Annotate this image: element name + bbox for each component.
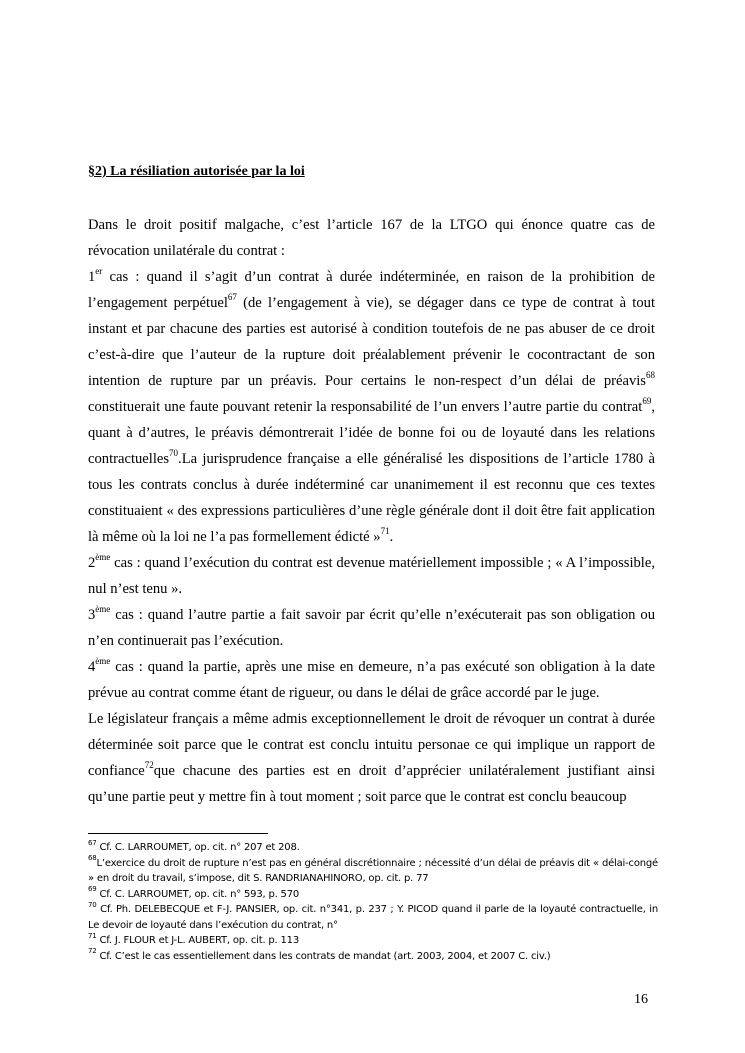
footnote-72 bbox=[88, 949, 658, 965]
section-heading: §2) La résiliation autorisée par la loi bbox=[88, 164, 305, 179]
case-text: . bbox=[389, 529, 394, 545]
case-text: .La jurisprudence française a elle généralisé les dispositions de l’article 1780 à tous les contrats conclus à durée indéterminé car unanimement il est reconnu que ces textes constituaient « des expressions particulières d’une règle générale dont il doit être fait application là même où la loi ne l’a pas formellement édicté » bbox=[88, 451, 655, 545]
paragraph-case-2 bbox=[88, 550, 655, 602]
footnote-69 bbox=[88, 887, 658, 903]
case-text: , quant à d’autres, le préavis démontrerait l’idée de bonne foi ou de loyauté dans les relations contractuelles bbox=[88, 399, 655, 467]
footnote-70 bbox=[88, 902, 658, 933]
body-text bbox=[88, 212, 655, 810]
footnote-text: Cf. Ph. DELEBECQUE et F-J. PANSIER, op. cit. n°341, p. 237 ; Y. PICOD quand il parle de la loyauté contractuelle, in Le devoir de loyauté dans l’exécution du contrat, n° bbox=[88, 904, 658, 931]
case-text: cas : quand il s’agit d’un contrat à durée indéterminée, en raison de la prohibition de l’engagement perpétuel bbox=[88, 269, 655, 311]
footnotes bbox=[88, 840, 658, 964]
footnote-text: Cf. J. FLOUR et J-L. AUBERT, op. cit. p. 113 bbox=[96, 935, 299, 946]
footnote-number: 67 bbox=[88, 838, 97, 847]
footnote-68 bbox=[88, 856, 658, 887]
footnote-ref-71[interactable]: 71 bbox=[380, 526, 390, 537]
case-ordinal: 3 bbox=[88, 607, 96, 623]
ordinal-suffix: ème bbox=[95, 604, 111, 615]
paragraph-case-1 bbox=[88, 264, 655, 550]
footnote-71 bbox=[88, 933, 658, 949]
ordinal-suffix: ème bbox=[95, 552, 111, 563]
footnote-text: Cf. C’est le cas essentiellement dans les contrats de mandat (art. 2003, 2004, et 2007 C. civ.) bbox=[96, 950, 551, 962]
footnote-ref-68[interactable]: 68 bbox=[646, 370, 655, 381]
footnote-number: 69 bbox=[88, 885, 97, 894]
case-text: cas : quand l’autre partie a fait savoir par écrit qu’elle n’exécuterait pas son obligation ou n’en continuerait pas l’exécution. bbox=[88, 607, 655, 649]
footnote-ref-70[interactable]: 70 bbox=[169, 448, 179, 459]
footnote-number: 71 bbox=[88, 931, 97, 940]
case-ordinal: 1 bbox=[88, 269, 96, 285]
footnote-text: Cf. C. LARROUMET, op. cit. n° 593, p. 570 bbox=[96, 888, 300, 900]
paragraph-intro: Dans le droit positif malgache, c’est l’article 167 de la LTGO qui énonce quatre cas de révocation unilatérale du contrat : bbox=[88, 217, 655, 259]
footnote-number: 70 bbox=[88, 900, 97, 909]
case-text: (de l’engagement à vie), se dégager dans ce type de contrat à tout instant et par chacune des parties est autorisé à condition toutefois de ne pas abuser de ce droit c’est-à-dire que l’auteur de la rupture doit préalablement prévenir le cocontractant de son intention de rupture par un préavis. Pour certains le non-respect d’un délai de préavis bbox=[88, 295, 655, 389]
paragraph-legislator bbox=[88, 706, 655, 810]
case-ordinal: 2 bbox=[88, 555, 96, 571]
footnote-ref-67[interactable]: 67 bbox=[227, 292, 237, 303]
case-text: cas : quand l’exécution du contrat est devenue matériellement impossible ; « A l’impossible, nul n’est tenu ». bbox=[88, 555, 655, 597]
case-ordinal: 4 bbox=[88, 659, 96, 675]
footnote-text: Cf. C. LARROUMET, op. cit. n° 207 et 208. bbox=[96, 842, 300, 853]
footnote-ref-72[interactable]: 72 bbox=[144, 760, 154, 771]
case-text: cas : quand la partie, après une mise en demeure, n’a pas exécuté son obligation à la date prévue au contrat comme étant de rigueur, ou dans le délai de grâce accordé par le juge. bbox=[88, 659, 655, 701]
paragraph-text: Le législateur français a même admis exceptionnellement le droit de révoquer un contrat à durée déterminée soit parce que le contrat est conclu intuitu personae ce qui implique un rapport de confiance bbox=[88, 711, 655, 779]
page-number: 16 bbox=[634, 992, 648, 1007]
footnote-67 bbox=[88, 840, 658, 856]
paragraph-case-3 bbox=[88, 602, 655, 654]
case-text: constituerait une faute pouvant retenir la responsabilité de l’un envers l’autre partie du contrat bbox=[88, 399, 643, 415]
footnote-ref-69[interactable]: 69 bbox=[642, 396, 652, 407]
paragraph-case-4 bbox=[88, 654, 655, 706]
footnote-number: 72 bbox=[88, 947, 97, 956]
paragraph-text: que chacune des parties est en droit d’apprécier unilatéralement justifiant ainsi qu’une partie peut y mettre fin à tout moment ; soit parce que le contrat est conclu beaucoup bbox=[88, 763, 655, 805]
footnote-number: 68 bbox=[88, 854, 97, 863]
footnote-separator bbox=[88, 833, 268, 834]
ordinal-suffix: ème bbox=[95, 656, 111, 667]
ordinal-suffix: er bbox=[95, 266, 103, 277]
footnote-text: L’exercice du droit de rupture n’est pas en général discrétionnaire ; nécessité d’un délai de préavis dit « délai-congé » en droit du travail, s’impose, dit S. RANDRIANAHINORO, op. cit. p. 77 bbox=[88, 857, 658, 884]
